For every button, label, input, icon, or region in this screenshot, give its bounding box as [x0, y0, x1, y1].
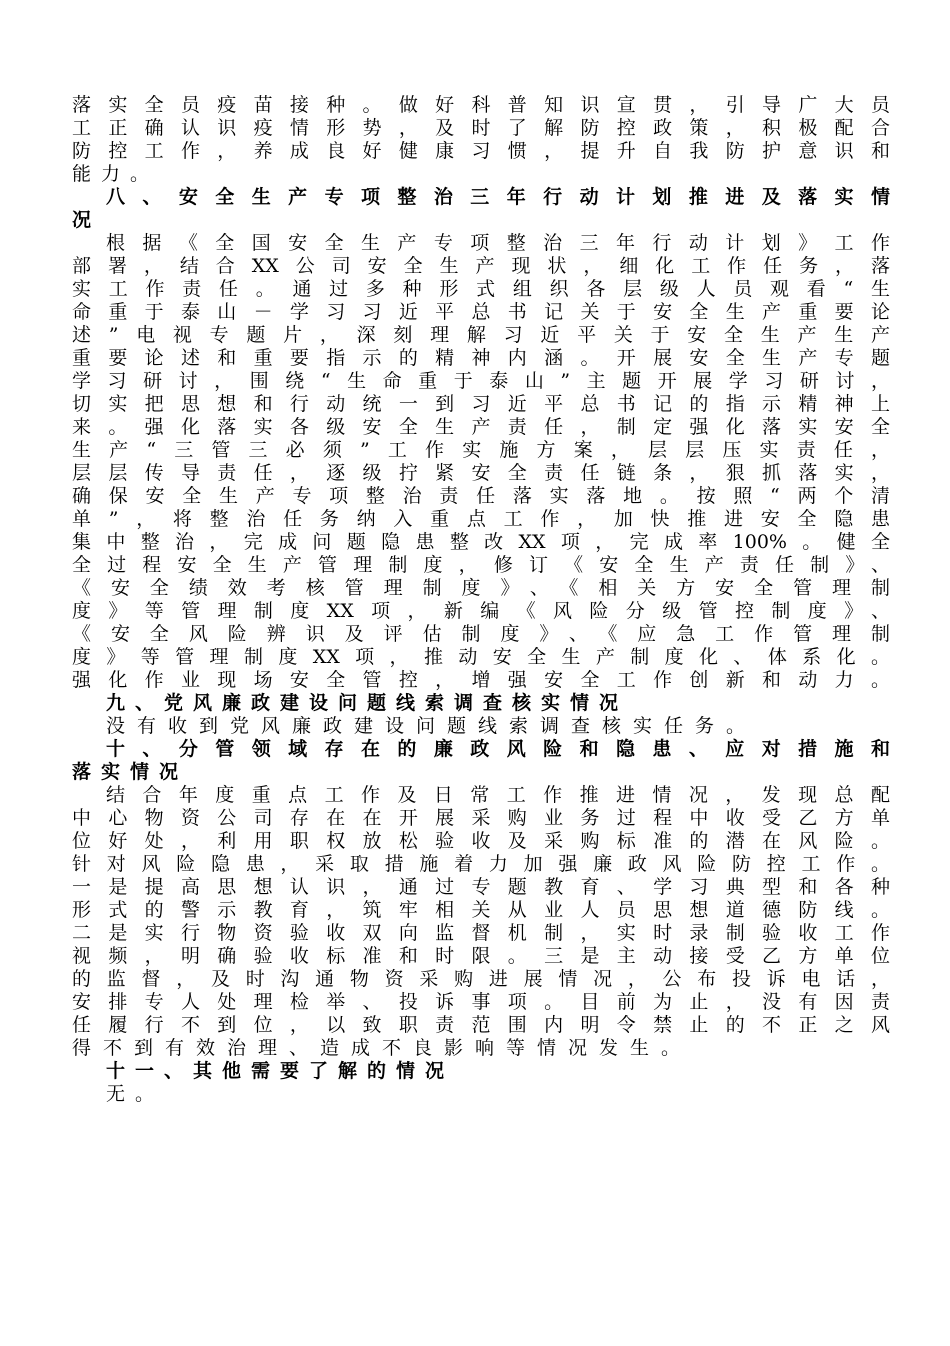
text-line: 无。 — [106, 1083, 165, 1105]
text-line: 针对风险隐患，采取措施着力加强廉政风险防控工作。 — [72, 853, 890, 875]
text-line: 学习研讨，围绕“生命重于泰山”主题开展学习研讨， — [72, 370, 890, 392]
text-line: 防控工作，养成良好健康习惯，提升自我防护意识和 — [72, 140, 890, 162]
text-line: 任履行不到位，以致职责范围内明令禁止的不正之风 — [72, 1014, 890, 1036]
section-heading-9: 九、党风廉政建设问题线索调查核实情况 — [106, 692, 629, 714]
section-heading-8-cont: 况 — [72, 209, 102, 231]
text-line: 述”电视专题片，深刻理解习近平关于安全生产生产 — [72, 324, 890, 346]
text-line: 重要论述和重要指示的精神内涵。开展安全生产专题 — [72, 347, 890, 369]
section-heading-11: 十一、其他需要了解的情况 — [106, 1060, 455, 1082]
text-line: 强化作业现场安全管控，增强安全工作创新和动力。 — [72, 669, 890, 691]
text-line: 视频，明确验收标准和时限。三是主动接受乙方单位 — [72, 945, 890, 967]
document-body — [72, 94, 890, 1106]
text-line: 形式的警示教育，筑牢相关从业人员思想道德防线。 — [72, 899, 890, 921]
text-line: 落实全员疫苗接种。做好科普知识宣贯，引导广大员 — [72, 94, 890, 116]
text-line: 结合年度重点工作及日常工作推进情况，发现总配 — [106, 784, 890, 806]
text-line: 部署，结合XX公司安全生产现状，细化工作任务，落 — [72, 255, 890, 277]
text-line: 没有收到党风廉政建设问题线索调查核实任务。 — [106, 715, 758, 737]
text-line: 单”，将整治任务纳入重点工作，加快推进安全隐患 — [72, 508, 890, 530]
text-line: 来。强化落实各级安全生产责任，制定强化落实安全 — [72, 416, 890, 438]
text-line: 二是实行物资验收双向监督机制，实时录制验收工作 — [72, 922, 890, 944]
text-line: 的监督，及时沟通物资采购进展情况，公布投诉电话， — [72, 968, 890, 990]
text-line: 层层传导责任，逐级拧紧安全责任链条，狠抓落实， — [72, 462, 890, 484]
text-line: 度》等管理制度XX项，推动安全生产制度化、体系化。 — [72, 646, 890, 668]
text-line: 得不到有效治理、造成不良影响等情况发生。 — [72, 1037, 693, 1059]
text-line: 《安全风险辨识及评估制度》、《应急工作管理制 — [72, 623, 890, 645]
text-line: 生产“三管三必须”工作实施方案，层层压实责任， — [72, 439, 890, 461]
text-line: 中心物资公司存在在开展采购业务过程中收受乙方单 — [72, 807, 890, 829]
section-heading-10-cont: 落实情况 — [72, 761, 189, 783]
text-line: 位好处，利用职权放松验收及采购标准的潜在风险。 — [72, 830, 890, 852]
text-line: 一是提高思想认识，通过专题教育、学习典型和各种 — [72, 876, 890, 898]
text-line: 能力。 — [72, 163, 160, 185]
text-line: 命重于泰山－学习习近平总书记关于安全生产重要论 — [72, 301, 890, 323]
text-line: 根据《全国安全生产专项整治三年行动计划》工作 — [106, 232, 890, 254]
section-heading-8: 八、安全生产专项整治三年行动计划推进及落实情 — [106, 186, 890, 208]
text-line: 实工作责任。通过多种形式组织各层级人员观看“生 — [72, 278, 890, 300]
section-heading-10: 十、分管领域存在的廉政风险和隐患、应对措施和 — [106, 738, 890, 760]
text-line: 《安全绩效考核管理制度》、《相关方安全管理制 — [72, 577, 890, 599]
text-line: 确保安全生产专项整治责任落实落地。按照“两个清 — [72, 485, 890, 507]
text-line: 全过程安全生产管理制度，修订《安全生产责任制》、 — [72, 554, 890, 576]
text-line: 度》等管理制度XX项，新编《风险分级管控制度》、 — [72, 600, 890, 622]
text-line: 集中整治，完成问题隐患整改XX项，完成率100%。健全 — [72, 531, 890, 553]
text-line: 工正确认识疫情形势，及时了解防控政策，积极配合 — [72, 117, 890, 139]
text-line: 切实把思想和行动统一到习近平总书记的指示精神上 — [72, 393, 890, 415]
text-line: 安排专人处理检举、投诉事项。目前为止，没有因责 — [72, 991, 890, 1013]
